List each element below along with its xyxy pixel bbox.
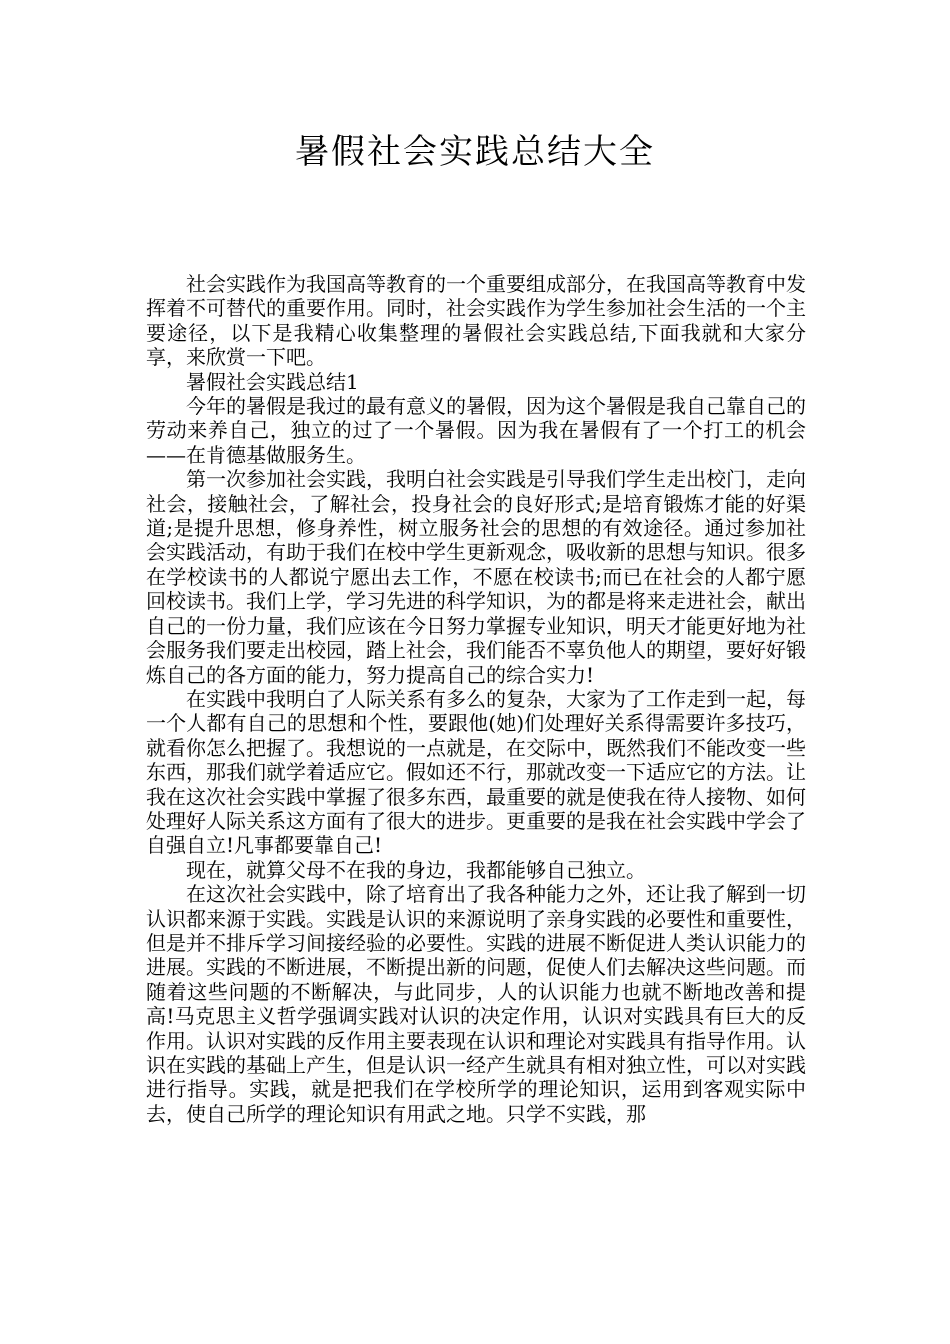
- section-heading: 暑假社会实践总结1: [186, 369, 359, 394]
- document-body: [146, 272, 806, 1126]
- paragraph: 在这次社会实践中，除了培育出了我各种能力之外，还让我了解到一切认识都来源于实践。实践是认识的来源说明了亲身实践的必要性和重要性，但是并不排斥学习间接经验的必要性。实践的进展不断促进人类认识能力的进展。实践的不断进展，不断提出新的问题，促使人们去解决这些问题。而随着这些问题的不断解决，与此同步，人的认识能力也就不断地改善和提高!马克思主义哲学强调实践对认识的决定作用，认识对实践具有巨大的反作用。认识对实践的反作用主要表现在认识和理论对实践具有指导作用。认识在实践的基础上产生，但是认识一经产生就具有相对独立性，可以对实践进行指导。实践，就是把我们在学校所学的理论知识，运用到客观实际中去，使自己所学的理论知识有用武之地。只学不实践，那: [146, 882, 806, 1126]
- paragraph-intro: 社会实践作为我国高等教育的一个重要组成部分，在我国高等教育中发挥着不可替代的重要作用。同时，社会实践作为学生参加社会生活的一个主要途径，以下是我精心收集整理的暑假社会实践总结,下面我就和大家分享，来欣赏一下吧。: [146, 272, 806, 370]
- paragraph: 在实践中我明白了人际关系有多么的复杂，大家为了工作走到一起，每一个人都有自己的思想和个性，要跟他(她)们处理好关系得需要许多技巧，就看你怎么把握了。我想说的一点就是，在交际中，既然我们不能改变一些东西，那我们就学着适应它。假如还不行，那就改变一下适应它的方法。让我在这次社会实践中掌握了很多东西，最重要的就是使我在待人接物、如何处理好人际关系这方面有了很大的进步。更重要的是我在社会实践中学会了自强自立!凡事都要靠自己!: [146, 686, 806, 858]
- paragraph: 现在，就算父母不在我的身边，我都能够自己独立。: [186, 857, 646, 882]
- document-title: 暑假社会实践总结大全: [295, 132, 655, 172]
- paragraph: 第一次参加社会实践，我明白社会实践是引导我们学生走出校门，走向社会，接触社会，了解社会，投身社会的良好形式;是培育锻炼才能的好渠道;是提升思想，修身养性，树立服务社会的思想的有效途径。通过参加社会实践活动，有助于我们在校中学生更新观念，吸收新的思想与知识。很多在学校读书的人都说宁愿出去工作，不愿在校读书;而已在社会的人都宁愿回校读书。我们上学，学习先进的科学知识，为的都是将来走进社会，献出自己的一份力量，我们应该在今日努力掌握专业知识，明天才能更好地为社会服务我们要走出校园，踏上社会，我们能否不辜负他人的期望，要好好锻炼自己的各方面的能力，努力提高自己的综合实力!: [146, 467, 806, 687]
- paragraph: 今年的暑假是我过的最有意义的暑假，因为这个暑假是我自己靠自己的劳动来养自己，独立的过了一个暑假。因为我在暑假有了一个打工的机会——在肯德基做服务生。: [146, 394, 806, 467]
